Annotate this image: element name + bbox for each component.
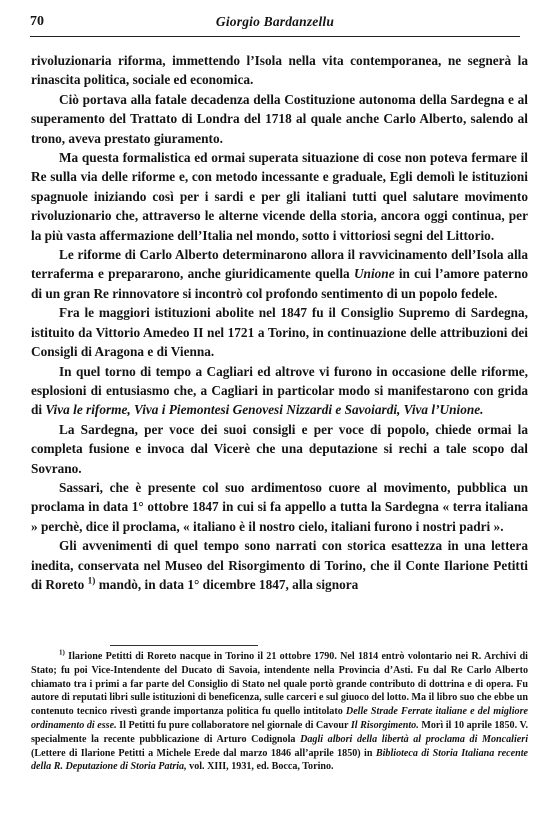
footnote-marker: 1) [87, 576, 96, 587]
text-run: (Lettere di Ilarione Petitti a Michele Erede dal marzo 1846 all’aprile 1850) in [31, 747, 376, 759]
paragraph [31, 420, 528, 478]
body-text [31, 51, 528, 594]
footnote-rule [110, 645, 258, 646]
italic-text: Biblioteca di Storia Italiana recente della R. Deputazione di Storia Patria, [31, 747, 528, 773]
italic-text: Delle Strade Ferrate italiane e del migliore ordinamento di esse. [31, 706, 528, 731]
paragraph [31, 303, 528, 361]
text-run: Ma questa formalistica ed ormai superata situazione di cose non poteva fermare il Re sulla via delle riforme e, con metodo incessante e graduale, Egli demolì le istituzioni spagnuole iniziando così per i sardi e per gli italiani tutti quel salutare movimento rivoluzionario che, attraverso le alterne vicende della storia, ancora oggi continua, per la più vasta affermazione dell’Italia nel mondo, sotto i vittoriosi segni del Littorio. [31, 150, 528, 243]
text-run: Fra le maggiori istituzioni abolite nel 1847 fu il Consiglio Supremo di Sardegna, istituito da Vittorio Amedeo II nel 1721 a Torino, in continuazione delle attribuzioni dei Consigli di Aragona e di Vienna. [31, 305, 528, 360]
footnote [31, 650, 528, 774]
text-run: Le riforme di Carlo Alberto determinarono allora il ravvicinamento dell’Isola alla terraferma e prepararono, anche giuridicamente quella [31, 247, 528, 282]
italic-text: Dagli albori della libertà al proclama di Moncalieri [300, 733, 528, 745]
page-header [30, 10, 520, 32]
footnote-marker: 1) [59, 648, 65, 657]
text-run: in cui l’amore paterno di un gran Re rinnovatore si incontrò col profondo sentimento di un popolo fedele. [31, 266, 528, 301]
text-run: Ilarione Petitti di Roreto nacque in Torino il 21 ottobre 1790. Nel 1814 entrò volontario nei R. Archivi di Stato; fu poi Vice-Intendente del Ducato di Savoia, intendente nella Provincia d’Asti. Fu dal Re Carlo Alberto chiamato tra i primi a far parte del Consiglio di Stato nel quale portò grande contributo di dottrina e di opera. Fu autore di reputati libri sulle istituzioni di beneficenza, sulle carceri e sul giuoco del lotto. Ma il libro suo che ebbe un contenuto tecnico rivestì grande importanza politica fu quello intitolato [31, 651, 528, 718]
paragraph [31, 90, 528, 148]
paragraph [31, 51, 528, 90]
italic-text: Unione [353, 266, 395, 282]
text-run: Ciò portava alla fatale decadenza della Costituzione autonoma della Sardegna e al superamento del Trattato di Londra del 1718 al quale anche Carlo Alberto, salendo al trono, aveva prestato giuramento. [31, 91, 528, 146]
text-run: vol. XIII, 1931, ed. Bocca, Torino. [186, 761, 334, 773]
paragraph [31, 478, 528, 536]
text-run: rivoluzionaria riforma, immettendo l’Isola nella vita contemporanea, ne segnerà la rinascita politica, sociale ed economica. [31, 53, 528, 88]
paragraph [31, 536, 528, 594]
paragraph [31, 362, 528, 420]
page-number: 70 [30, 14, 44, 29]
text-run: Gli avvenimenti di quel tempo sono narrati con storica esattezza in una lettera inedita, conservata nel Museo del Risorgimento di Torino, che il Conte Ilarione Petitti di Roreto [31, 538, 528, 592]
text-run: La Sardegna, per voce dei suoi consigli e per voce di popolo, chiede ormai la completa fusione e invoca dal Vicerè che una deputazione si rechi a tale scopo dal Sovrano. [31, 421, 528, 476]
text-run: In quel torno di tempo a Cagliari ed altrove vi furono in occasione delle riforme, esplosioni di entusiasmo che, a Cagliari in particolar modo si manifestarono con grida di [31, 363, 528, 418]
running-head: Giorgio Bardanzellu [215, 14, 335, 29]
header-rule [30, 36, 520, 37]
paragraph [31, 245, 528, 303]
text-run: Morì il 10 aprile 1850. V. specialmente la recente pubblicazione di Arturo Codignola [31, 719, 528, 745]
text-run: mandò, in data 1° dicembre 1847, alla signora [95, 576, 359, 592]
paragraph [31, 148, 528, 245]
text-run: Sassari, che è presente col suo ardimentoso cuore al movimento, pubblica un proclama in data 1° ottobre 1847 in cui si fa appello a tutta la Sardegna « terra italiana » perchè, dice il proclama, « italiano è il nostro cielo, italiani furono i nostri padri ». [31, 479, 528, 534]
text-run: Il Petitti fu pure collaboratore nel giornale di Cavour [116, 719, 351, 731]
italic-text: Il Risorgimento. [350, 719, 419, 731]
italic-text: Viva le riforme, Viva i Piemontesi Genovesi Nizzardi e Savoiardi, Viva l’Unione. [45, 402, 484, 418]
